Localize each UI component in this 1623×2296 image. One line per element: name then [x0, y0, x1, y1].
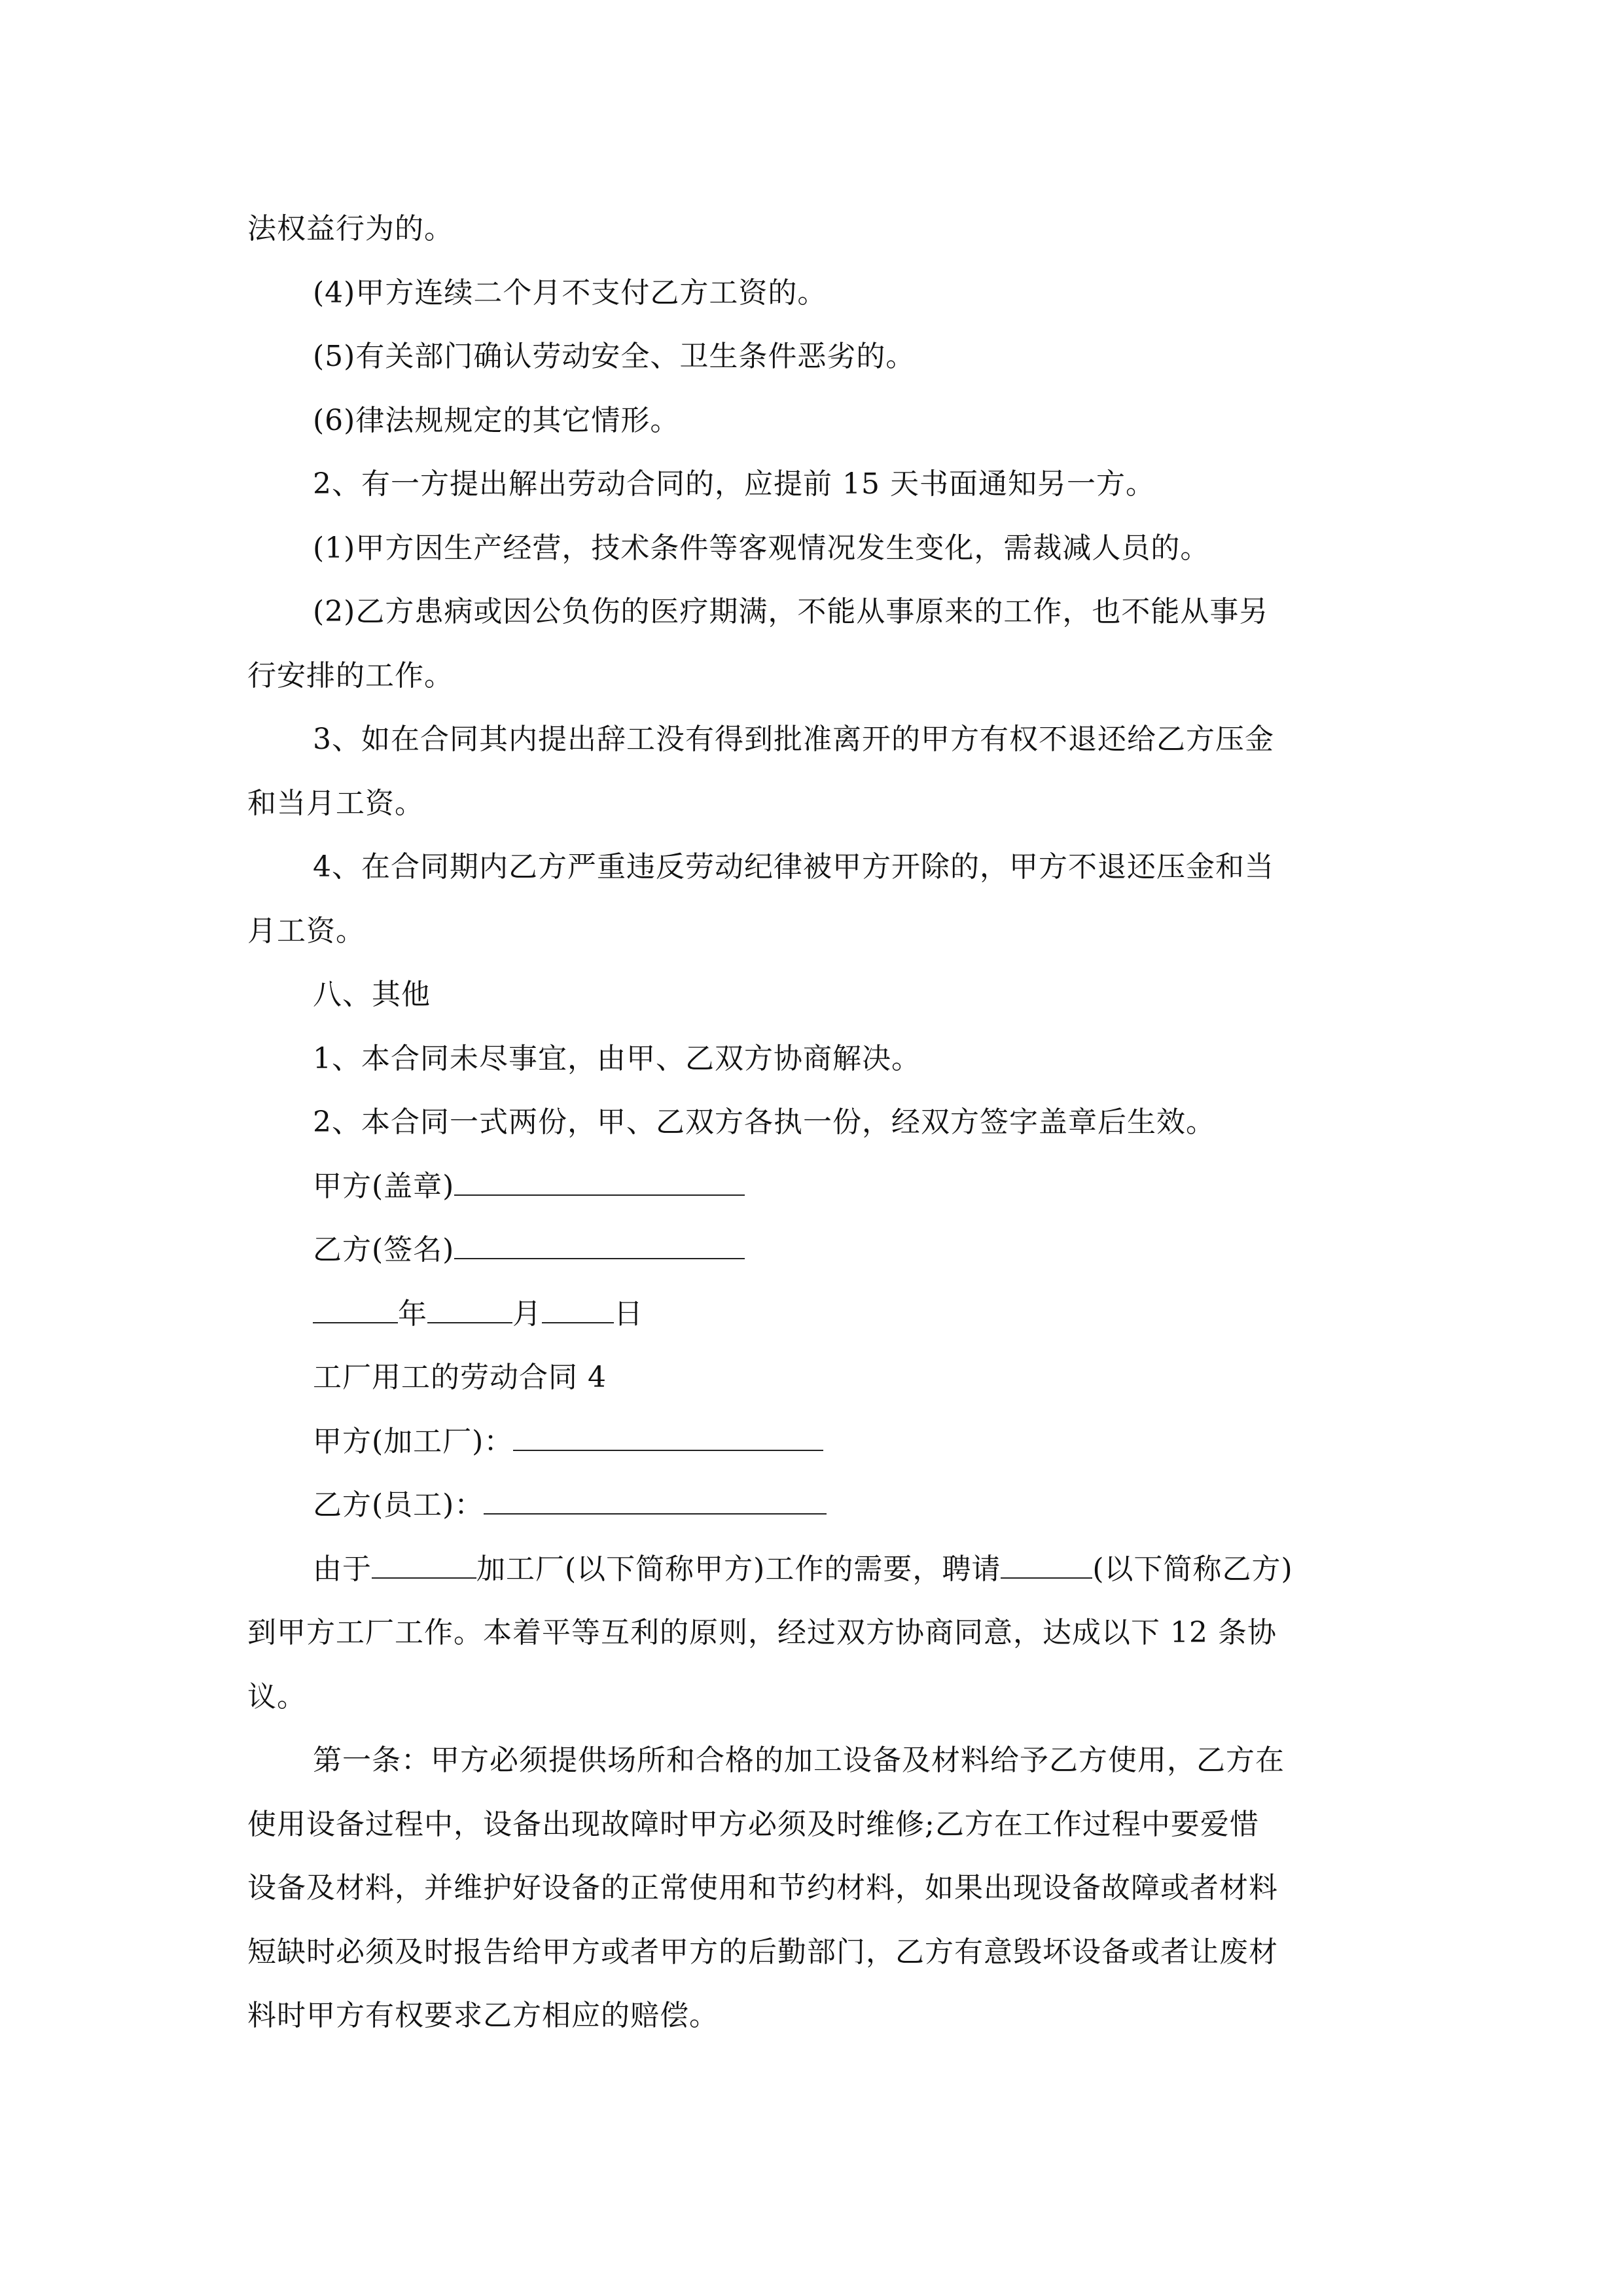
signature-party-a — [313, 1167, 745, 1206]
paragraph-line: (4)甲方连续二个月不支付乙方工资的。 — [313, 276, 827, 310]
contract-party-b — [313, 1486, 827, 1525]
article-line: 使用设备过程中，设备出现故障时甲方必须及时维修;乙方在工作过程中要爱惜 — [247, 1808, 1259, 1841]
intro-text: 由于 — [313, 1552, 372, 1586]
paragraph-line: 月工资。 — [247, 914, 365, 948]
paragraph-line: (1)甲方因生产经营，技术条件等客观情况发生变化，需裁减人员的。 — [313, 531, 1210, 565]
intro-line — [313, 1550, 1293, 1589]
day-label: 日 — [614, 1297, 643, 1331]
section-heading: 八、其他 — [313, 978, 431, 1011]
day-blank[interactable] — [542, 1296, 614, 1323]
signature-blank[interactable] — [454, 1232, 745, 1259]
intro-text: (以下简称乙方) — [1092, 1552, 1293, 1586]
contract-title: 工厂用工的劳动合同 4 — [313, 1361, 607, 1394]
paragraph-line: (2)乙方患病或因公负伤的医疗期满，不能从事原来的工作，也不能从事另 — [313, 595, 1269, 628]
party-b-label: 乙方(员工)： — [313, 1488, 484, 1522]
paragraph-line: (6)律法规规定的其它情形。 — [313, 404, 680, 437]
article-line: 第一条：甲方必须提供场所和合格的加工设备及材料给予乙方使用，乙方在 — [313, 1744, 1285, 1777]
paragraph-line: 法权益行为的。 — [247, 212, 454, 245]
article-line: 短缺时必须及时报告给甲方或者甲方的后勤部门，乙方有意毁坏设备或者让废材 — [247, 1935, 1278, 1969]
year-label: 年 — [398, 1297, 427, 1331]
month-blank[interactable] — [427, 1296, 512, 1323]
article-line: 设备及材料，并维护好设备的正常使用和节约材料，如果出现设备故障或者材料 — [247, 1871, 1278, 1905]
paragraph-line: 行安排的工作。 — [247, 659, 454, 692]
intro-text: 加工厂(以下简称甲方)工作的需要，聘请 — [476, 1552, 1001, 1586]
paragraph-line: 1、本合同未尽事宜，由甲、乙双方协商解决。 — [313, 1042, 921, 1075]
paragraph-line: 议。 — [247, 1680, 306, 1713]
signature-label: 甲方(盖章) — [313, 1170, 455, 1203]
paragraph-line: 2、本合同一式两份，甲、乙双方各执一份，经双方签字盖章后生效。 — [313, 1105, 1215, 1139]
employee-name-blank[interactable] — [1001, 1551, 1092, 1579]
paragraph-line: 和当月工资。 — [247, 787, 424, 820]
signature-party-b — [313, 1230, 745, 1270]
party-b-blank[interactable] — [484, 1487, 827, 1515]
signature-label: 乙方(签名) — [313, 1233, 455, 1266]
contract-party-a — [313, 1422, 823, 1462]
date-line — [313, 1295, 643, 1334]
signature-blank[interactable] — [454, 1168, 745, 1196]
paragraph-line: 3、如在合同其内提出辞工没有得到批准离开的甲方有权不退还给乙方压金 — [313, 723, 1274, 756]
paragraph-line: (5)有关部门确认劳动安全、卫生条件恶劣的。 — [313, 340, 916, 373]
article-line: 料时甲方有权要求乙方相应的赔偿。 — [247, 1999, 719, 2032]
party-a-blank[interactable] — [513, 1424, 823, 1451]
month-label: 月 — [512, 1297, 542, 1331]
year-blank[interactable] — [313, 1296, 398, 1323]
paragraph-line: 4、在合同期内乙方严重违反劳动纪律被甲方开除的，甲方不退还压金和当 — [313, 850, 1274, 884]
paragraph-line: 到甲方工厂工作。本着平等互利的原则，经过双方协商同意，达成以下 12 条协 — [247, 1616, 1277, 1649]
factory-name-blank[interactable] — [372, 1551, 476, 1579]
party-a-label: 甲方(加工厂)： — [313, 1425, 514, 1458]
paragraph-line: 2、有一方提出解出劳动合同的，应提前 15 天书面通知另一方。 — [313, 467, 1155, 501]
